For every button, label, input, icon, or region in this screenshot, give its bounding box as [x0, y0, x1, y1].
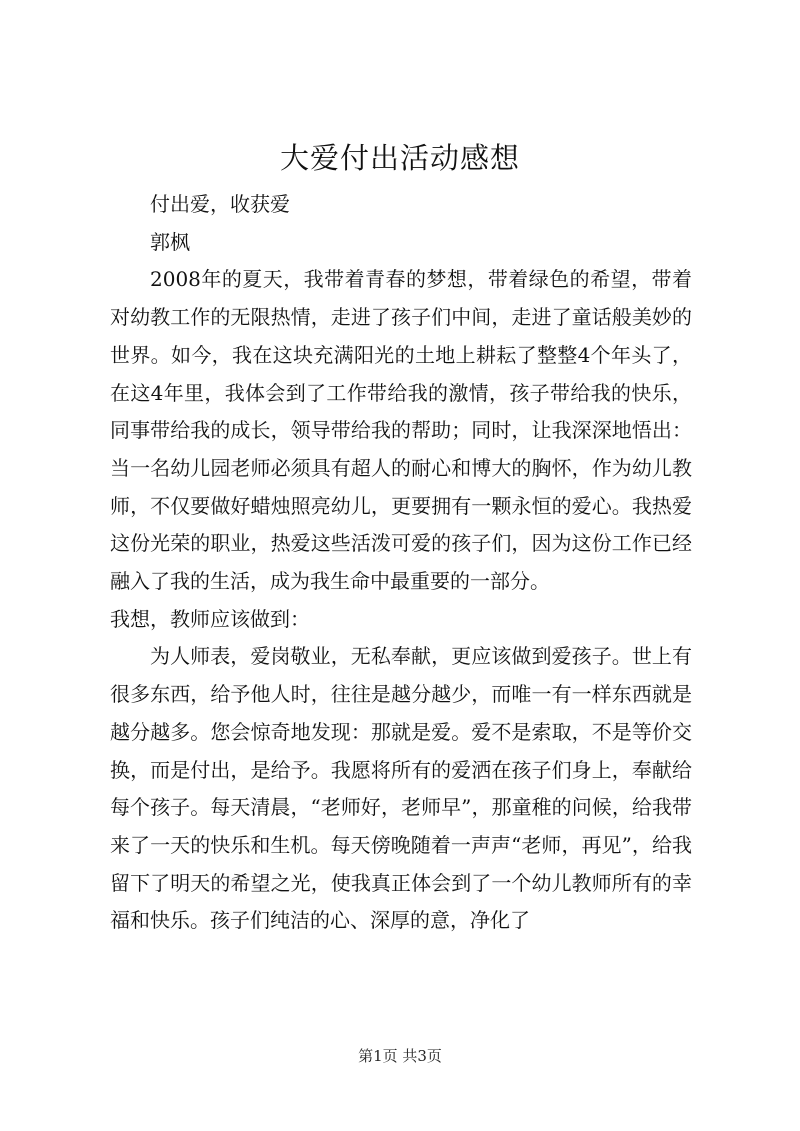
subtitle: 付出爱，收获爱	[150, 192, 290, 216]
page-footer: 第1页 共3页	[358, 1047, 442, 1065]
paragraph-2: 我想，教师应该做到：	[110, 606, 310, 631]
paragraph-1: 2008年的夏天，我带着青春的梦想，带着绿色的希望，带着对幼教工作的无限热情，走进了孩子们中间，走进了童话般美妙的世界。如今，我在这块充满阳光的土地上耕耘了整整4个年头了，在这4年里，我体会到了工作带给我的激情，孩子带给我的快乐，同事带给我的成长，领导带给我的帮助；同时，让我深深地悟出：当一名幼儿园老师必须具有超人的耐心和博大的胸怀，作为幼儿教师，不仅要做好蜡烛照亮幼儿，更要拥有一颗永恒的爱心。我热爱这份光荣的职业，热爱这些活泼可爱的孩子们，因为这份工作已经融入了我的生活，成为我生命中最重要的一部分。	[110, 267, 692, 594]
author-name: 郭枫	[150, 229, 190, 254]
document-title: 大爱付出活动感想	[279, 141, 520, 175]
paragraph-3: 为人师表，爱岗敬业，无私奉献，更应该做到爱孩子。世上有很多东西，给予他人时，往往是越分越少，而唯一有一样东西就是越分越多。您会惊奇地发现：那就是爱。爱不是索取，不是等价交换，而是付出，是给予。我愿将所有的爱洒在孩子们身上，奉献给每个孩子。每天清晨，“老师好，老师早”，那童稚的问候，给我带来了一天的快乐和生机。每天傍晚随着一声声“老师，再见”，给我留下了明天的希望之光，使我真正体会到了一个幼儿教师所有的幸福和快乐。孩子们纯洁的心、深厚的意，净化了	[110, 644, 692, 933]
document-body	[110, 186, 692, 940]
